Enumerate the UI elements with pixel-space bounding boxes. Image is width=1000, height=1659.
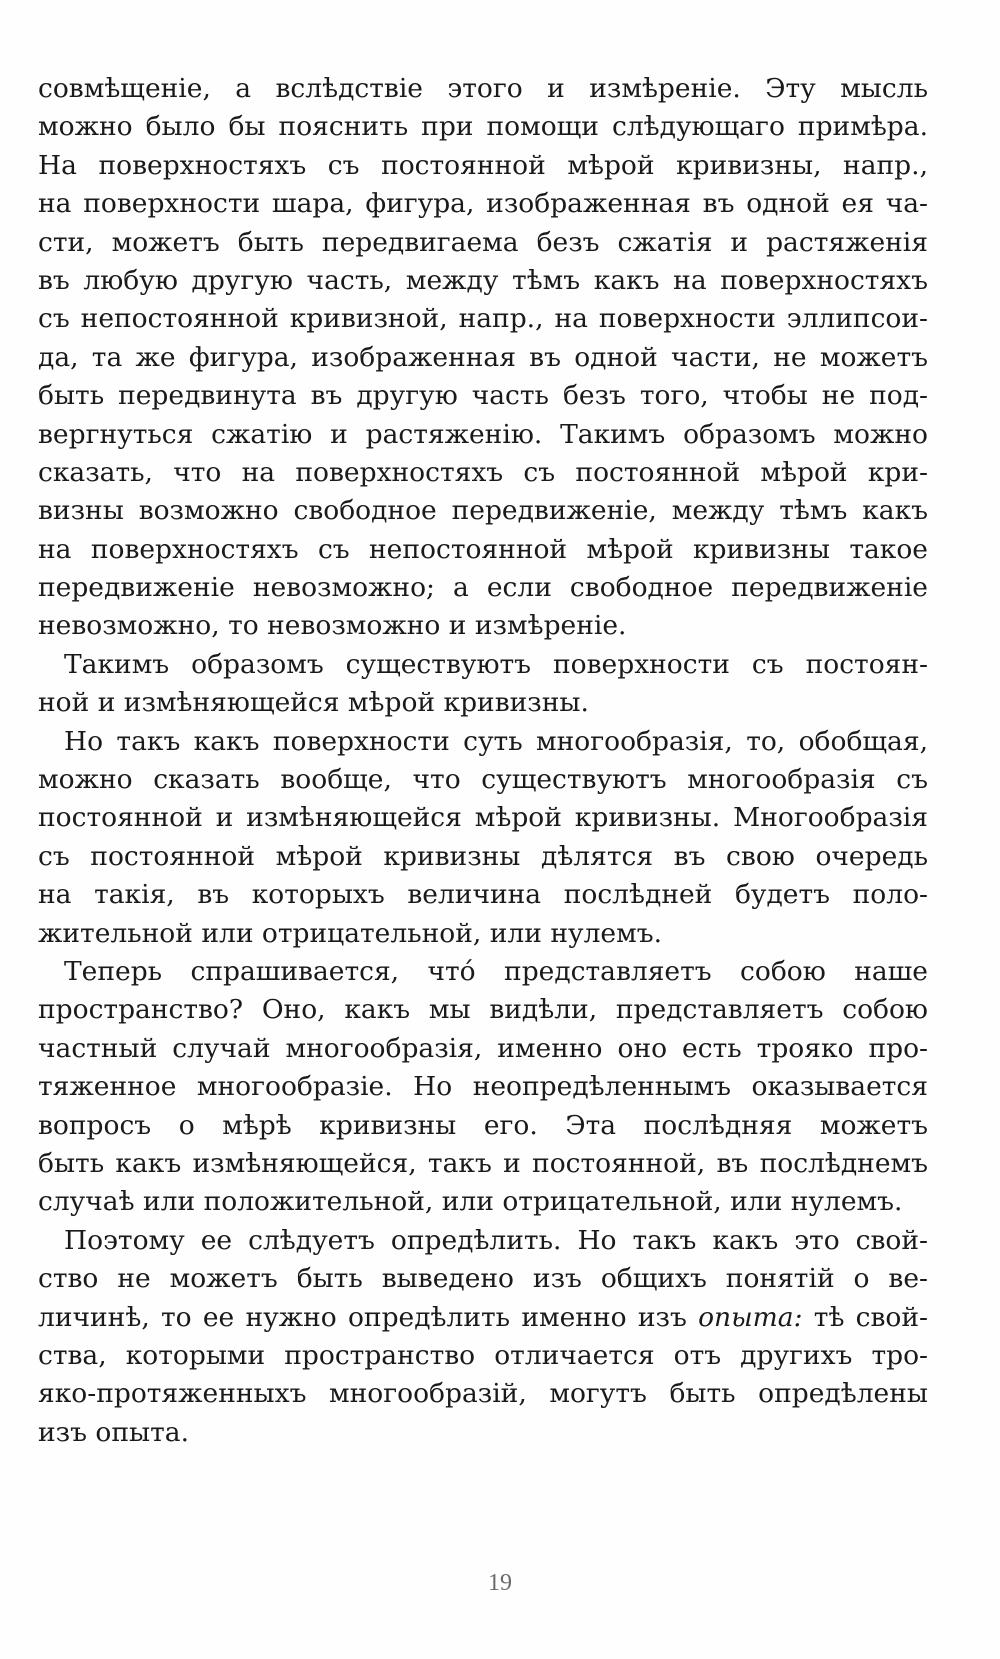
text-line: визны возможно свободное передвиженіе, между тѣмъ какъ — [38, 495, 928, 527]
text-line: вергнуться сжатію и растяженію. Такимъ образомъ можно — [38, 418, 928, 450]
text-line: да, та же фигура, изображенная въ одной части, не можетъ — [38, 341, 928, 373]
text-line: передвиженіе невозможно; а если свободное передвиженіе — [38, 572, 928, 604]
text-line: сти, можетъ быть передвигаема безъ сжатія и растяженія — [38, 226, 928, 258]
text-line: Такимъ образомъ существуютъ поверхности съ постоян- — [64, 648, 928, 680]
text-line: можно было бы пояснить при помощи слѣдующаго примѣра. — [38, 111, 928, 143]
text-segment: тѣ свой- — [802, 1301, 928, 1333]
text-line: Теперь спрашивается, что́ представляетъ собою наше — [64, 955, 928, 987]
page-body-text — [38, 70, 928, 1452]
text-segment: личинѣ, то ее нужно опредѣлить именно изъ — [38, 1301, 699, 1333]
text-line: съ непостоянной кривизной, напр., на поверхности эллипсои- — [38, 303, 928, 335]
text-line: жительной или отрицательной, или нулемъ. — [38, 917, 662, 949]
text-line: быть передвинута въ другую часть безъ того, чтобы не под- — [38, 380, 928, 412]
text-line: постоянной и измѣняющейся мѣрой кривизны. Многообразія — [38, 802, 928, 834]
text-line: на поверхности шара, фигура, изображенная въ одной ея ча- — [38, 188, 928, 220]
text-line: тяженное многообразіе. Но неопредѣленнымъ оказывается — [38, 1071, 928, 1103]
text-line: вопросъ о мѣрѣ кривизны его. Эта послѣдняя можетъ — [38, 1109, 928, 1141]
text-line — [38, 1299, 928, 1337]
text-line: ство не можетъ быть выведено изъ общихъ понятій о ве- — [38, 1263, 928, 1295]
text-line: ства, которыми пространство отличается отъ другихъ тро- — [38, 1339, 928, 1371]
text-line: Поэтому ее слѣдуетъ опредѣлить. Но такъ какъ это свой- — [64, 1224, 928, 1256]
page-number: 19 — [488, 1570, 512, 1596]
text-line: на поверхностяхъ съ непостоянной мѣрой кривизны такое — [38, 533, 928, 565]
text-line: ной и измѣняющейся мѣрой кривизны. — [38, 687, 589, 719]
text-line: невозможно, то невозможно и измѣреніе. — [38, 610, 627, 642]
text-line: можно сказать вообще, что существуютъ многообразія съ — [38, 764, 928, 796]
text-line: быть какъ измѣняющейся, такъ и постоянной, въ послѣднемъ — [38, 1147, 928, 1179]
text-line: пространство? Оно, какъ мы видѣли, представляетъ собою — [38, 994, 928, 1026]
text-line: въ любую другую часть, между тѣмъ какъ на поверхностяхъ — [38, 264, 928, 296]
text-line: съ постоянной мѣрой кривизны дѣлятся въ свою очередь — [38, 840, 928, 872]
italic-emphasis: опыта: — [698, 1301, 803, 1333]
text-line: на такія, въ которыхъ величина послѣдней будетъ поло- — [38, 879, 928, 911]
text-line: сказать, что на поверхностяхъ съ постоянной мѣрой кри- — [38, 456, 928, 488]
text-line: яко-протяженныхъ многообразій, могутъ быть опредѣлены — [38, 1378, 928, 1410]
text-line: изъ опыта. — [38, 1416, 189, 1448]
text-line: Но такъ какъ поверхности суть многообразія, то, обобщая, — [64, 725, 928, 757]
text-line: На поверхностяхъ съ постоянной мѣрой кривизны, напр., — [38, 149, 928, 181]
text-line: частный случай многообразія, именно оно есть трояко про- — [38, 1032, 928, 1064]
text-line: случаѣ или положительной, или отрицательной, или нулемъ. — [38, 1186, 903, 1218]
text-line: совмѣщеніе, а вслѣдствіе этого и измѣреніе. Эту мысль — [38, 73, 928, 104]
